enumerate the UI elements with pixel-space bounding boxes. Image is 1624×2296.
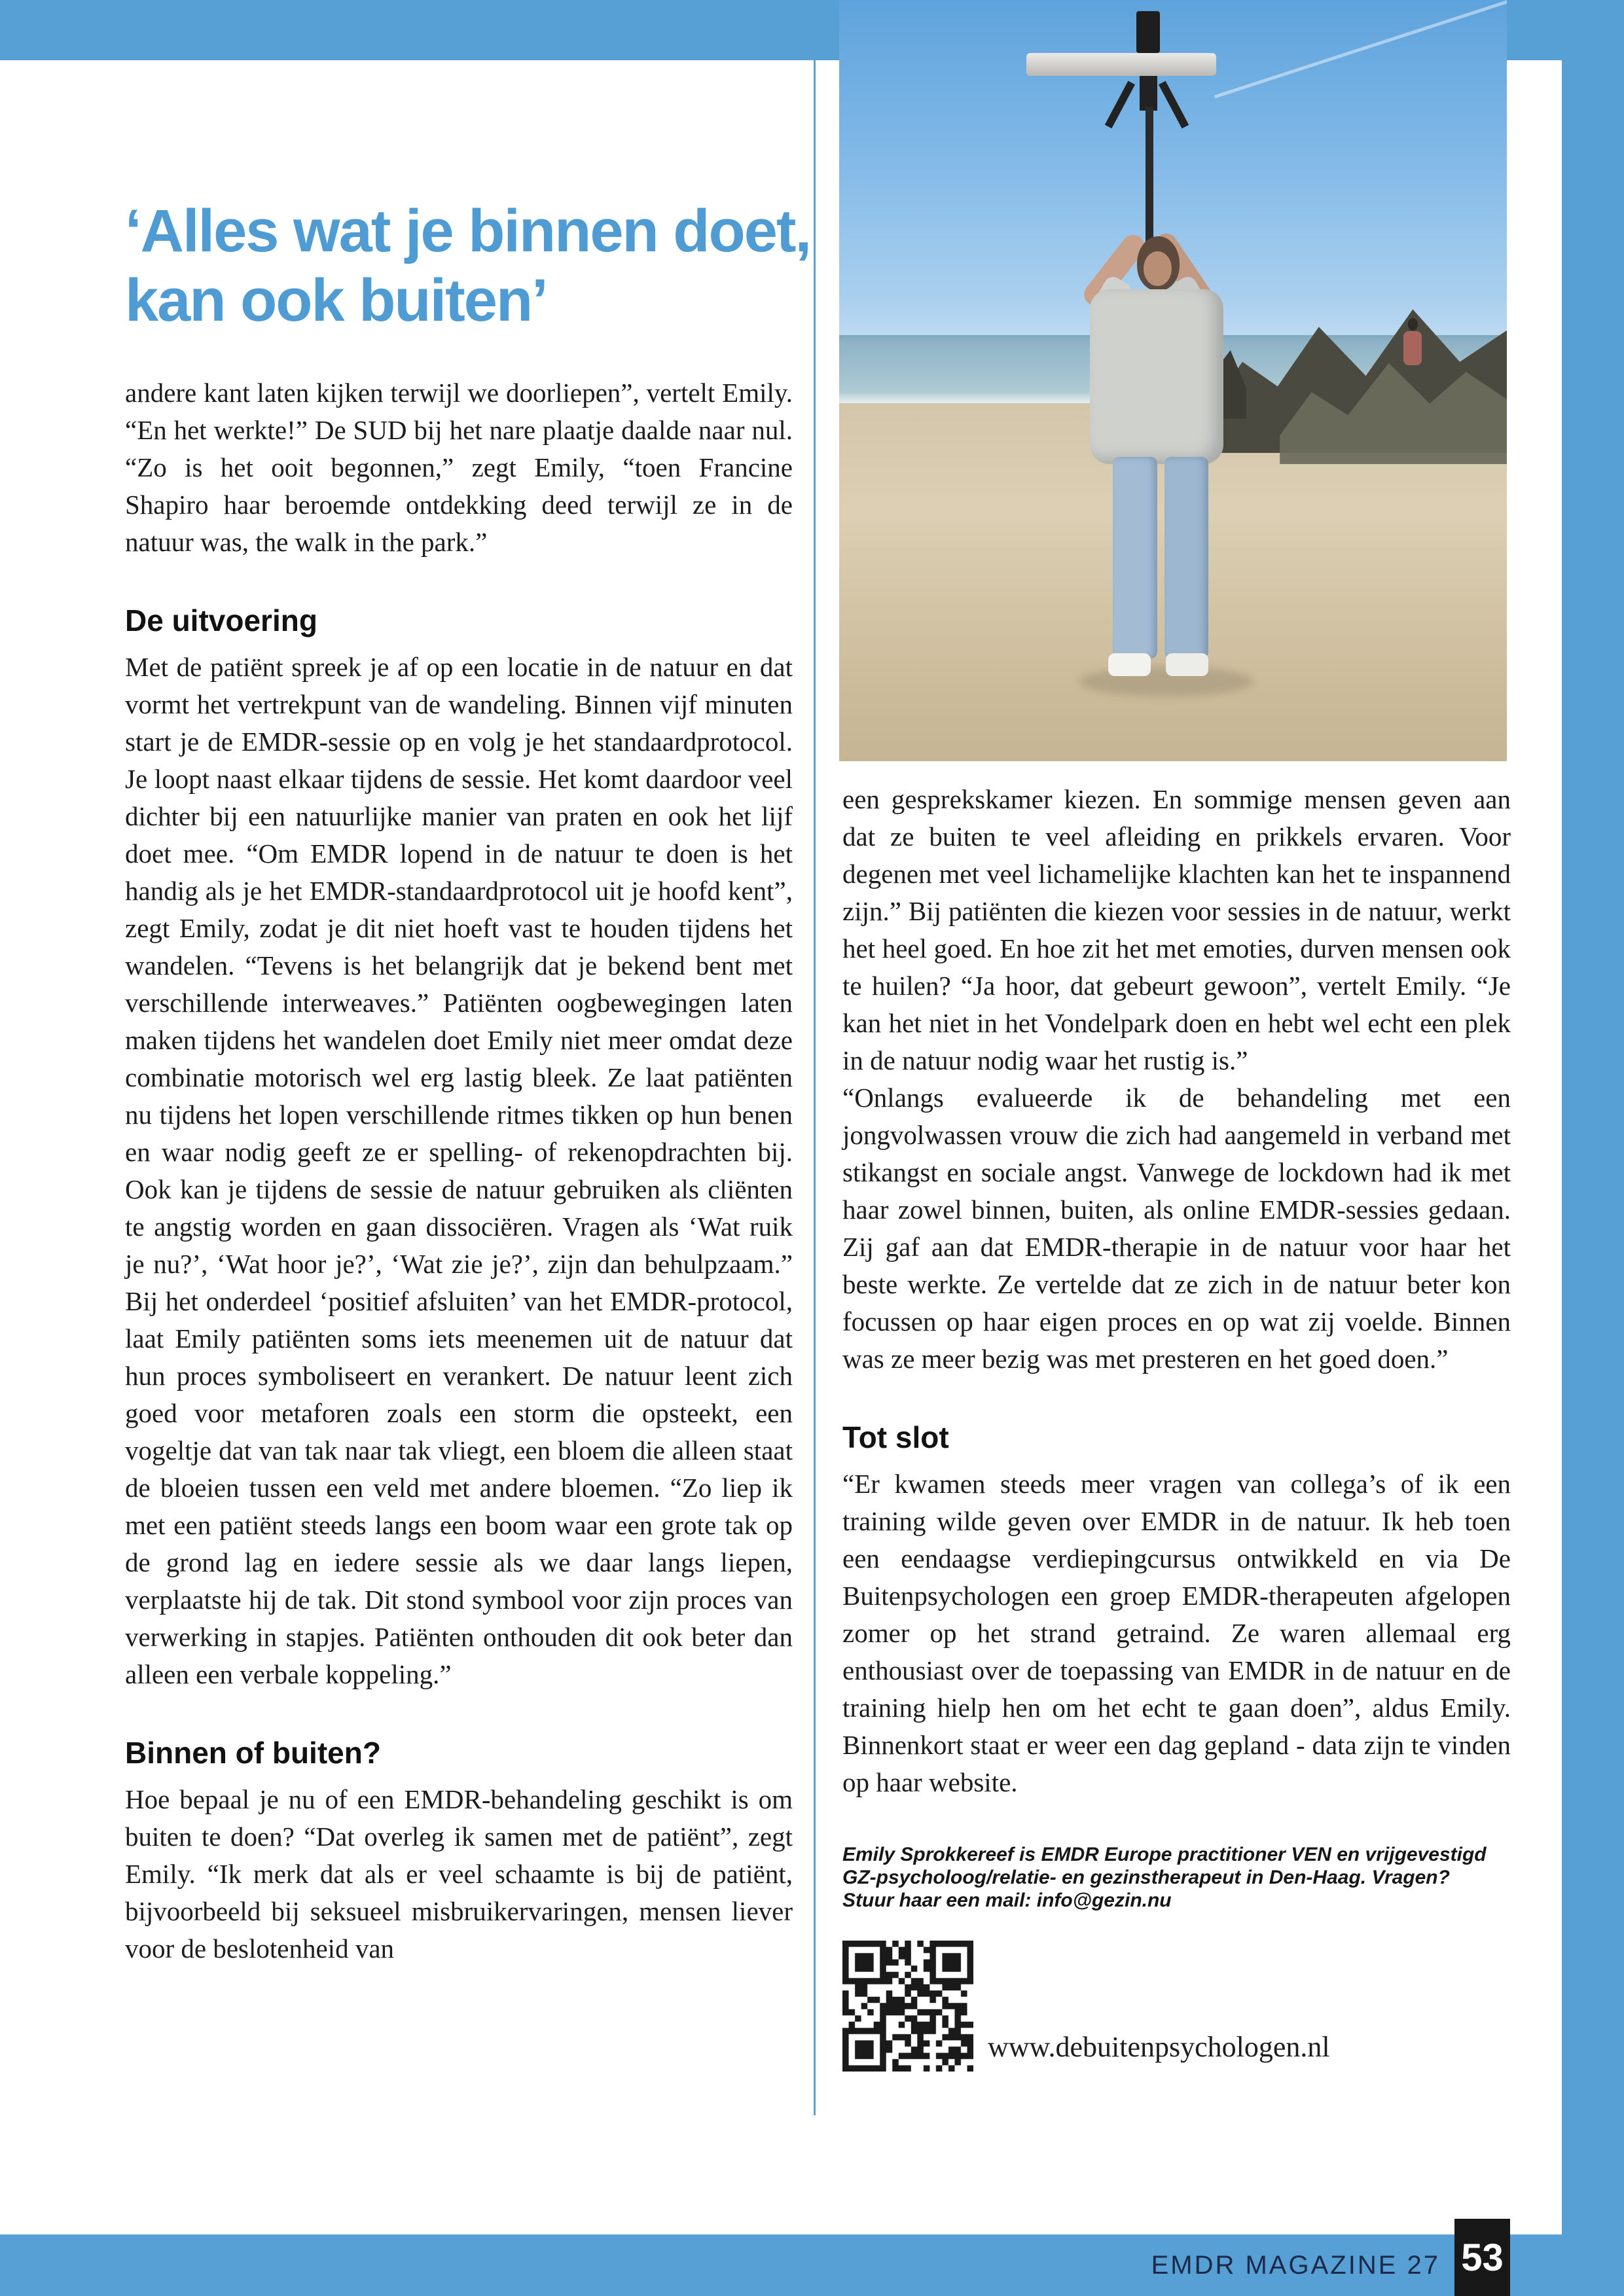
photo-distant-person-head [1408,318,1418,331]
page-number: 53 [1461,2236,1504,2279]
intro-paragraph: andere kant laten kijken terwijl we doorliepen”, vertelt Emily. “En het werkte!” De SUD bij het nare plaatje daalde naar nul. “Zo is het ooit begonnen,” zegt Emily, “toen Francine Shapiro haar beroemde ontdekking deed terwijl ze in de natuur was, the walk in the park.” [125,378,793,557]
section-heading-binnen-of-buiten: Binnen of buiten? [125,1736,381,1770]
section-body-binnen-of-buiten: Hoe bepaal je nu of een EMDR-behandeling geschikt is om buiten te doen? “Dat overleg ik samen met de patiënt”, zegt Emily. “Ik merk dat als er veel schaamte is bij de patiënt, bijvoorbeeld bij seksueel misbruikervaringen, mensen liever voor de beslotenheid van [125,1784,793,1964]
photo-emdr-lightbar [1026,53,1217,76]
section-body-de-uitvoering: Met de patiënt spreek je af op een locatie in de natuur en dat vormt het vertrekpunt van de wandeling. Binnen vijf minuten start je de EMDR-sessie op en volg je het standaardprotocol. Je loopt naast elkaar tijdens de sessie. Het komt daardoor veel dichter bij een natuurlijke manier van praten en ook het lijf doet mee. “Om EMDR lopend in de natuur te doen is het handig als je het EMDR-standaardprotocol uit je hoofd kent”, zegt Emily, zodat je dit niet hoeft vast te houden tijdens het wandelen. “Tevens is het belangrijk dat je bekend bent met verschillende interweaves.” Patiënten oogbewegingen laten maken tijdens het wandelen doet Emily niet meer omdat deze combinatie motorisch wel erg lastig bleek. Ze laat patiënten nu tijdens het lopen verschillende ritmes tikken op hun benen en waar nodig geeft ze er spelling- of rekenopdrachten bij. Ook kan je tijdens de sessie de natuur gebruiken als cliënten te angstig worden en gaan dissociëren. Vragen als ‘Wat ruik je nu?’, ‘Wat hoor je?’, ‘Wat zie je?’, zijn dan behulpzaam.” Bij het onderdeel ‘positief afsluiten’ van het EMDR-protocol, laat Emily patiënten soms iets meenemen uit de natuur dat hun proces symboliseert en verankert. De natuur leent zich goed voor metaforen zoals een storm die opsteekt, een vogeltje dat van tak naar tak vliegt, een bloem die alleen staat de bloeien tussen een veld met andere bloemen. “Zo liep ik met een patiënt steeds langs een boom waar een grote tak op de grond lag en iedere sessie als we daar langs liepen, verplaatste hij de tak. Dit stond symbool voor zijn proces van verwerking in stapjes. Patiënten onthouden dit ook beter dan alleen een verbale koppeling.” [125,652,793,1689]
photo-person-jeans [1164,457,1208,658]
photo-person-hoodie [1090,289,1223,464]
author-bio [842,1843,1511,1912]
photo-device-clamp [1136,11,1160,53]
continuation-paragraph: een gesprekskamer kiezen. En sommige mensen geven aan dat ze buiten te veel afleiding en prikkels ervaren. Voor degenen met veel lichamelijke klachten kan het te inspannend zijn.” Bij patiënten die kiezen voor sessies in de natuur, werkt het heel goed. En hoe zit het met emoties, durven mensen ook te huilen? “Ja hoor, dat gebeurt gewoon”, vertelt Emily. “Je kan het niet in het Vondelpark doen en hebt wel echt een plek in de natuur nodig waar het rustig is.” [842,784,1511,1075]
page-title-line1: ‘Alles wat je binnen doet, [125,198,811,264]
page-title [125,196,819,335]
photo-person-face [1144,251,1172,286]
section-body-tot-slot: “Er kwamen steeds meer vragen van collega’s of ik een training wilde geven over EMDR in de natuur. Ik heb toen een eendaagse verdiepingcursus ontwikkeld en via De Buitenpsychologen een groep EMDR-therapeuten afgelopen zomer op het strand getraind. Ze waren allemaal erg enthousiast over de toepassing van EMDR in de natuur en de training hielp hen om het echt te gaan doen”, aldus Emily. Binnenkort staat er weer een dag gepland - data zijn te vinden op haar website. [842,1469,1511,1797]
photo-person-shoe [1166,653,1208,676]
author-bio-line: Emily Sprokkereef is EMDR Europe practitioner VEN en vrijgevestigd [842,1844,1487,1865]
footer-magazine-label: EMDR MAGAZINE 27 [1151,2251,1440,2280]
photo-person-jeans [1113,457,1157,658]
photo-tripod [1140,76,1157,110]
website-link[interactable]: www.debuitenpsychologen.nl [988,2031,1330,2063]
beach-photo [839,0,1507,761]
photo-distant-person [1403,331,1422,365]
right-accent-strip [1562,0,1624,2296]
photo-person-shoe [1108,653,1151,676]
page-number-box [1454,2219,1510,2296]
column-divider-rule [814,60,816,2115]
qr-row [842,1941,1511,2072]
qr-code[interactable] [842,1941,973,2072]
left-column [125,374,793,1967]
case-paragraph: “Onlangs evalueerde ik de behandeling met een jongvolwassen vrouw die zich had aangemeld in verband met stikangst en sociale angst. Vanwege de lockdown had ik met haar zowel binnen, buiten, als online EMDR-sessies gedaan. Zij gaf aan dat EMDR-therapie in de natuur voor haar het beste werkte. Ze vertelde dat ze zich in de natuur beter kon focussen op haar eigen proces en op wat zij voelde. Binnen was ze meer bezig was met presteren en het goed doen.” [842,1083,1511,1374]
section-heading-de-uitvoering: De uitvoering [125,603,317,637]
page-title-line2: kan ook buiten’ [125,267,547,334]
section-heading-tot-slot: Tot slot [842,1420,949,1454]
author-bio-line: GZ-psycholoog/relatie- en gezinstherapeut in Den-Haag. Vragen? [842,1867,1450,1888]
right-column [842,781,1511,2072]
author-bio-line: Stuur haar een mail: info@gezin.nu [842,1890,1172,1911]
